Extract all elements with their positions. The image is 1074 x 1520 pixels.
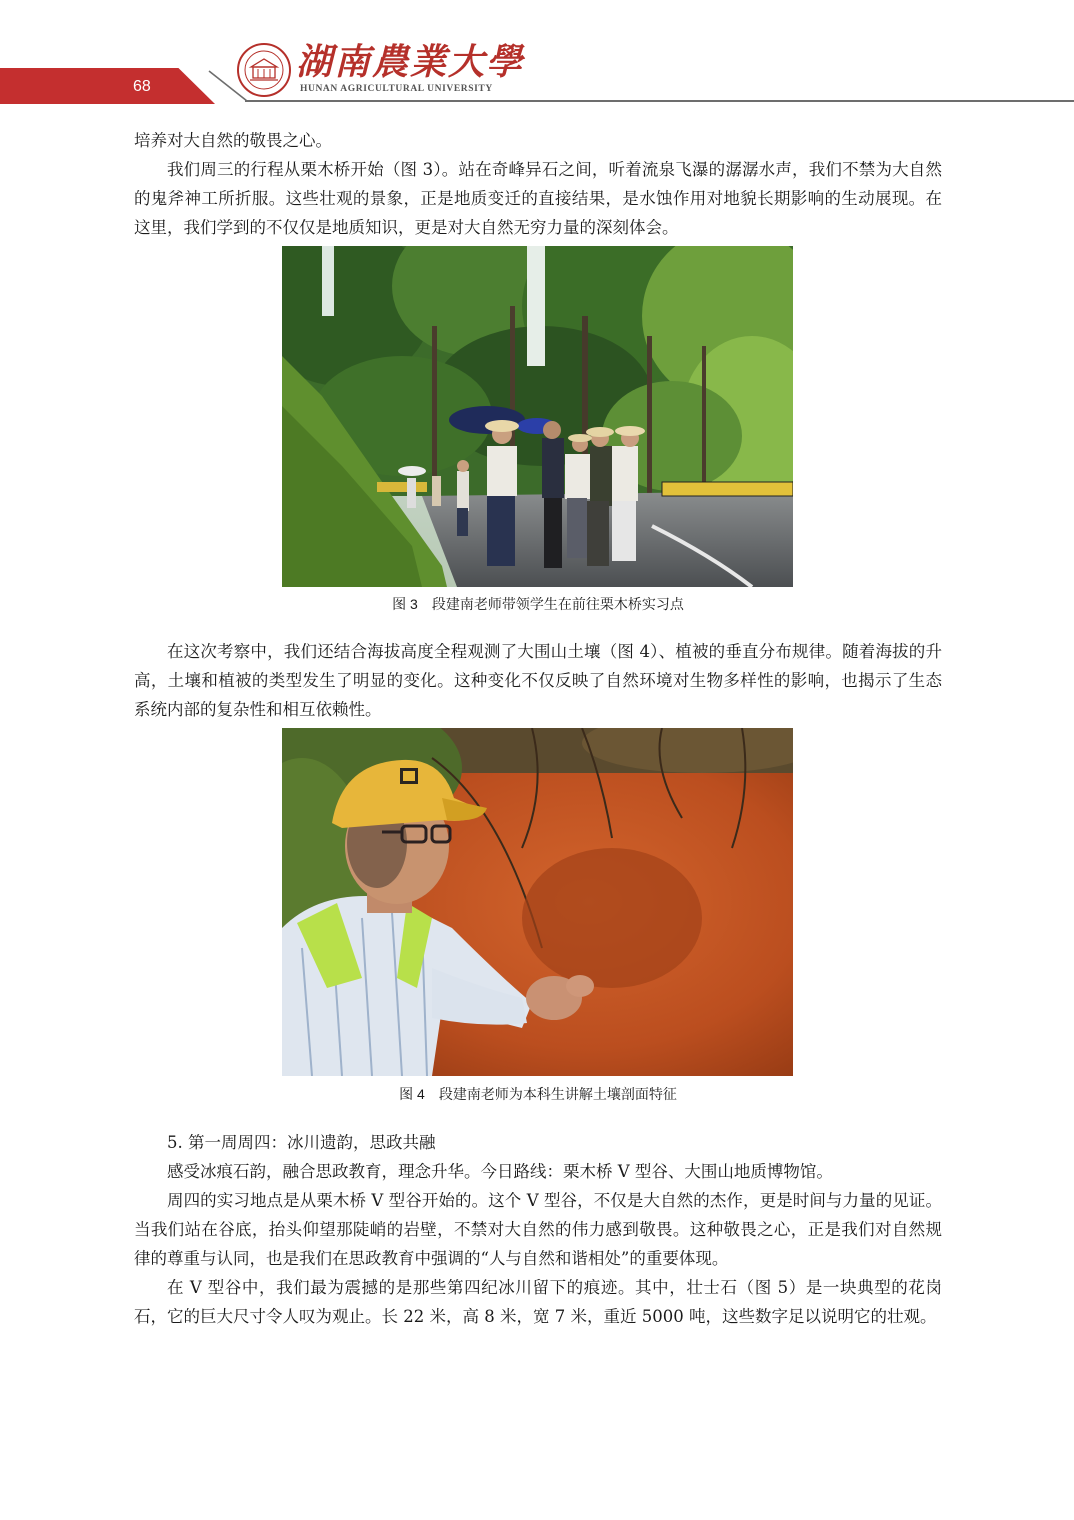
- paragraph-glacier-traces: 在 V 型谷中，我们最为震撼的是那些第四纪冰川留下的痕迹。其中，壮士石（图 5）是一块典型的花岗石，它的巨大尺寸令人叹为观止。长 22 米，高 8 米，宽 7 米，重近 5000 吨，这些数字足以说明它的壮观。: [134, 1278, 942, 1326]
- header-rule-red: [0, 101, 212, 104]
- page-number-tab: [0, 68, 215, 104]
- section-5-heading: 5. 第一周周四：冰川遗韵，思政共融: [167, 1133, 436, 1152]
- paragraph-thursday-route: 感受冰痕石韵，融合思政教育，理念升华。今日路线：栗木桥 V 型谷、大围山地质博物馆。: [167, 1162, 833, 1181]
- figure-4-photo: [282, 728, 793, 1076]
- paragraph-v-valley: 周四的实习地点是从栗木桥 V 型谷开始的。这个 V 型谷，不仅是大自然的杰作，更是时间与力量的见证。当我们站在谷底，抬头仰望那陡峭的岩壁，不禁对大自然的伟力感到敬畏。这种敬畏之心，正是我们对自然规律的尊重与认同，也是我们在思政教育中强调的“人与自然和谐相处”的重要体现。: [134, 1191, 942, 1268]
- figure-3-photo: [282, 246, 793, 587]
- page-number: 68: [133, 78, 151, 95]
- paragraph-continuation: 培养对大自然的敬畏之心。: [134, 131, 332, 150]
- university-name-cn: 湖南農業大學: [296, 41, 525, 83]
- university-name-en: HUNAN AGRICULTURAL UNIVERSITY: [300, 84, 493, 94]
- figure-3-caption: 图 3 段建南老师带领学生在前往栗木桥实习点: [392, 596, 684, 612]
- figure-4-caption: 图 4 段建南老师为本科生讲解土壤剖面特征: [399, 1086, 677, 1102]
- header-rule-grey: [245, 100, 1074, 102]
- page-header: [0, 0, 1074, 110]
- paragraph-soil-vegetation: 在这次考察中，我们还结合海拔高度全程观测了大围山土壤（图 4）、植被的垂直分布规律。随着海拔的升高，土壤和植被的类型发生了明显的变化。这种变化不仅反映了自然环境对生物多样性的影响，也揭示了生态系统内部的复杂性和相互依赖性。: [134, 642, 942, 719]
- intro-text: [134, 126, 942, 242]
- section-5: [134, 1128, 942, 1331]
- paragraph-wednesday: 我们周三的行程从栗木桥开始（图 3）。站在奇峰异石之间，听着流泉飞瀑的潺潺水声，我们不禁为大自然的鬼斧神工所折服。这些壮观的景象，正是地质变迁的直接结果，是水蚀作用对地貌长期影响的生动展现。在这里，我们学到的不仅仅是地质知识，更是对大自然无穷力量的深刻体会。: [134, 160, 942, 237]
- soil-observation-text: [134, 637, 942, 724]
- university-seal-icon: [236, 42, 292, 98]
